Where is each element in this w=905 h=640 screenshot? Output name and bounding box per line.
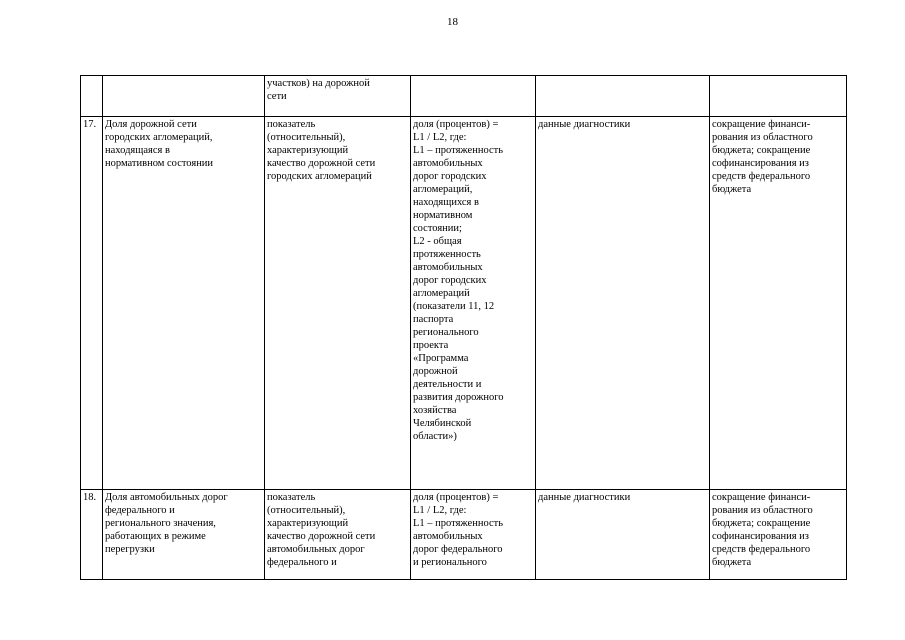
calculation-formula-cell	[411, 490, 536, 580]
table-row	[81, 490, 847, 580]
data-source-cell	[536, 490, 710, 580]
indicator-name: Доля дорожной сети городских агломераций, находящаяся в нормативном состоянии	[105, 119, 214, 169]
indicator-name-cell	[103, 490, 265, 580]
indicator-name: Доля автомобильных дорог федерального и регионального значения, работающих в режиме перегрузки	[105, 492, 228, 555]
indicator-type: показатель (относительный), характеризующий качество дорожной сети автомобильных дорог федерального и	[267, 492, 376, 568]
data-source: данные диагностики	[538, 492, 631, 503]
row-number: 17.	[83, 119, 97, 130]
row-number-cell	[81, 117, 103, 490]
consequence: сокращение финанси- рования из областного бюджета; сокращение софинансирования из средств федерального бюджета	[712, 492, 813, 568]
row-number-cell	[81, 76, 103, 117]
consequence: сокращение финанси- рования из областного бюджета; сокращение софинансирования из средств федерального бюджета	[712, 119, 813, 195]
row-number: 18.	[83, 492, 97, 503]
calculation-formula: доля (процентов) = L1 / L2, где: L1 – протяженность автомобильных дорог городских агломераций, находящихся в нормативном состоянии; L2 - общая протяженность автомобильных дорог городских агломераций (показатели 11, 12 паспорта регионального проекта «Программа дорожной деятельности и развития дорожного хозяйства Челябинской области»)	[413, 119, 504, 442]
indicator-type: участков) на дорожной сети	[267, 78, 370, 102]
calculation-formula: доля (процентов) = L1 / L2, где: L1 – протяженность автомобильных дорог федерального и регионального	[413, 492, 503, 568]
row-number-cell	[81, 490, 103, 580]
indicator-type-cell	[265, 117, 411, 490]
calculation-formula-cell	[411, 117, 536, 490]
page-number: 18	[447, 16, 458, 28]
indicator-name-cell	[103, 76, 265, 117]
indicator-type-cell	[265, 76, 411, 117]
consequence-cell	[710, 76, 847, 117]
indicator-type-cell	[265, 490, 411, 580]
indicators-table	[80, 75, 847, 580]
data-source-cell	[536, 117, 710, 490]
table-row	[81, 76, 847, 117]
calculation-formula-cell	[411, 76, 536, 117]
table-row	[81, 117, 847, 490]
data-source: данные диагностики	[538, 119, 631, 130]
indicator-type: показатель (относительный), характеризующий качество дорожной сети городских агломераций	[267, 119, 376, 182]
indicator-name-cell	[103, 117, 265, 490]
consequence-cell	[710, 490, 847, 580]
data-source-cell	[536, 76, 710, 117]
consequence-cell	[710, 117, 847, 490]
